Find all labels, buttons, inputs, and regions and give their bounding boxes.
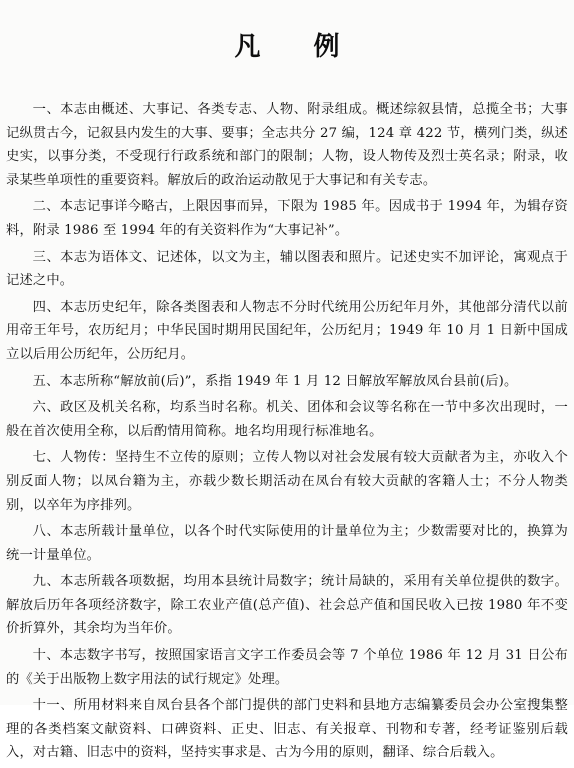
paragraph-3: 三、本志为语体文、记述体，以文为主，辅以图表和照片。记述史实不加评论，寓观点于记述之中。 — [6, 249, 568, 289]
paragraph-5: 五、本志所称“解放前(后)”，系指 1949 年 1 月 12 日解放军解放凤台县前(后)。 — [32, 373, 518, 389]
paragraph-1: 一、本志由概述、大事记、各类专志、人物、附录组成。概述综叙县情，总揽全书；大事记纵贯古今，记叙县内发生的大事、要事；全志共分 27 编，124 章 422 节，横列门类，纵述史实，以事分类，不受现行行政系统和部门的限制；人物，设人物传及烈士英名录；附录，收录某些单项性的重要资料。解放后的政治运动散见于大事记和有关专志。 — [6, 102, 568, 188]
paragraph-8: 八、本志所载计量单位，以各个时代实际使用的计量单位为主；少数需要对比的，换算为统一计量单位。 — [6, 524, 568, 563]
paragraph-7: 七、人物传：坚持生不立传的原则；立传人物以对社会发展有较大贡献者为主，亦收入个别反面人物；以凤台籍为主，亦载少数长期活动在凤台有较大贡献的客籍人士；不分人物类别，以卒年为序排列。 — [6, 450, 568, 513]
document-body — [6, 98, 568, 768]
paragraph-2: 二、本志记事详今略古，上限因事而异，下限为 1985 年。因成书于 1994 年，为辑存资料，附录 1986 至 1994 年的有关资料作为“大事记补”。 — [6, 199, 568, 238]
paragraph-6: 六、政区及机关名称，均系当时名称。机关、团体和会议等名称在一节中多次出现时，一般在首次使用全称，以后酌情用简称。地名均用现行标准地名。 — [6, 400, 568, 439]
page-title: 凡 例 — [234, 32, 362, 62]
paragraph-4: 四、本志历史纪年，除各类图表和人物志不分时代统用公历纪年月外，其他部分清代以前用帝王年号，农历纪月；中华民国时期用民国纪年，公历纪月；1949 年 10 月 1 日新中国成立以后用公历纪年，公历纪月。 — [6, 299, 568, 362]
paragraph-11: 十一、所用材料来自凤台县各个部门提供的部门史料和县地方志编纂委员会办公室搜集整理的各类档案文献资料、口碑资料、正史、旧志、有关报章、刊物和专著，经考证鉴别后载入，对古籍、旧志中的资料，坚持实事求是、古为今用的原则，翻译、综合后载入。 — [6, 698, 568, 761]
paragraph-9: 九、本志所载各项数据，均用本县统计局数字；统计局缺的，采用有关单位提供的数字。解放后历年各项经济数字，除工农业产值(总产值)、社会总产值和国民收入已按 1980 年不变价折算外，其余均为当年价。 — [6, 574, 568, 637]
paragraph-10: 十、本志数字书写，按照国家语言文字工作委员会等 7 个单位 1986 年 12 月 31 日公布的《关于出版物上数字用法的试行规定》处理。 — [6, 648, 568, 687]
